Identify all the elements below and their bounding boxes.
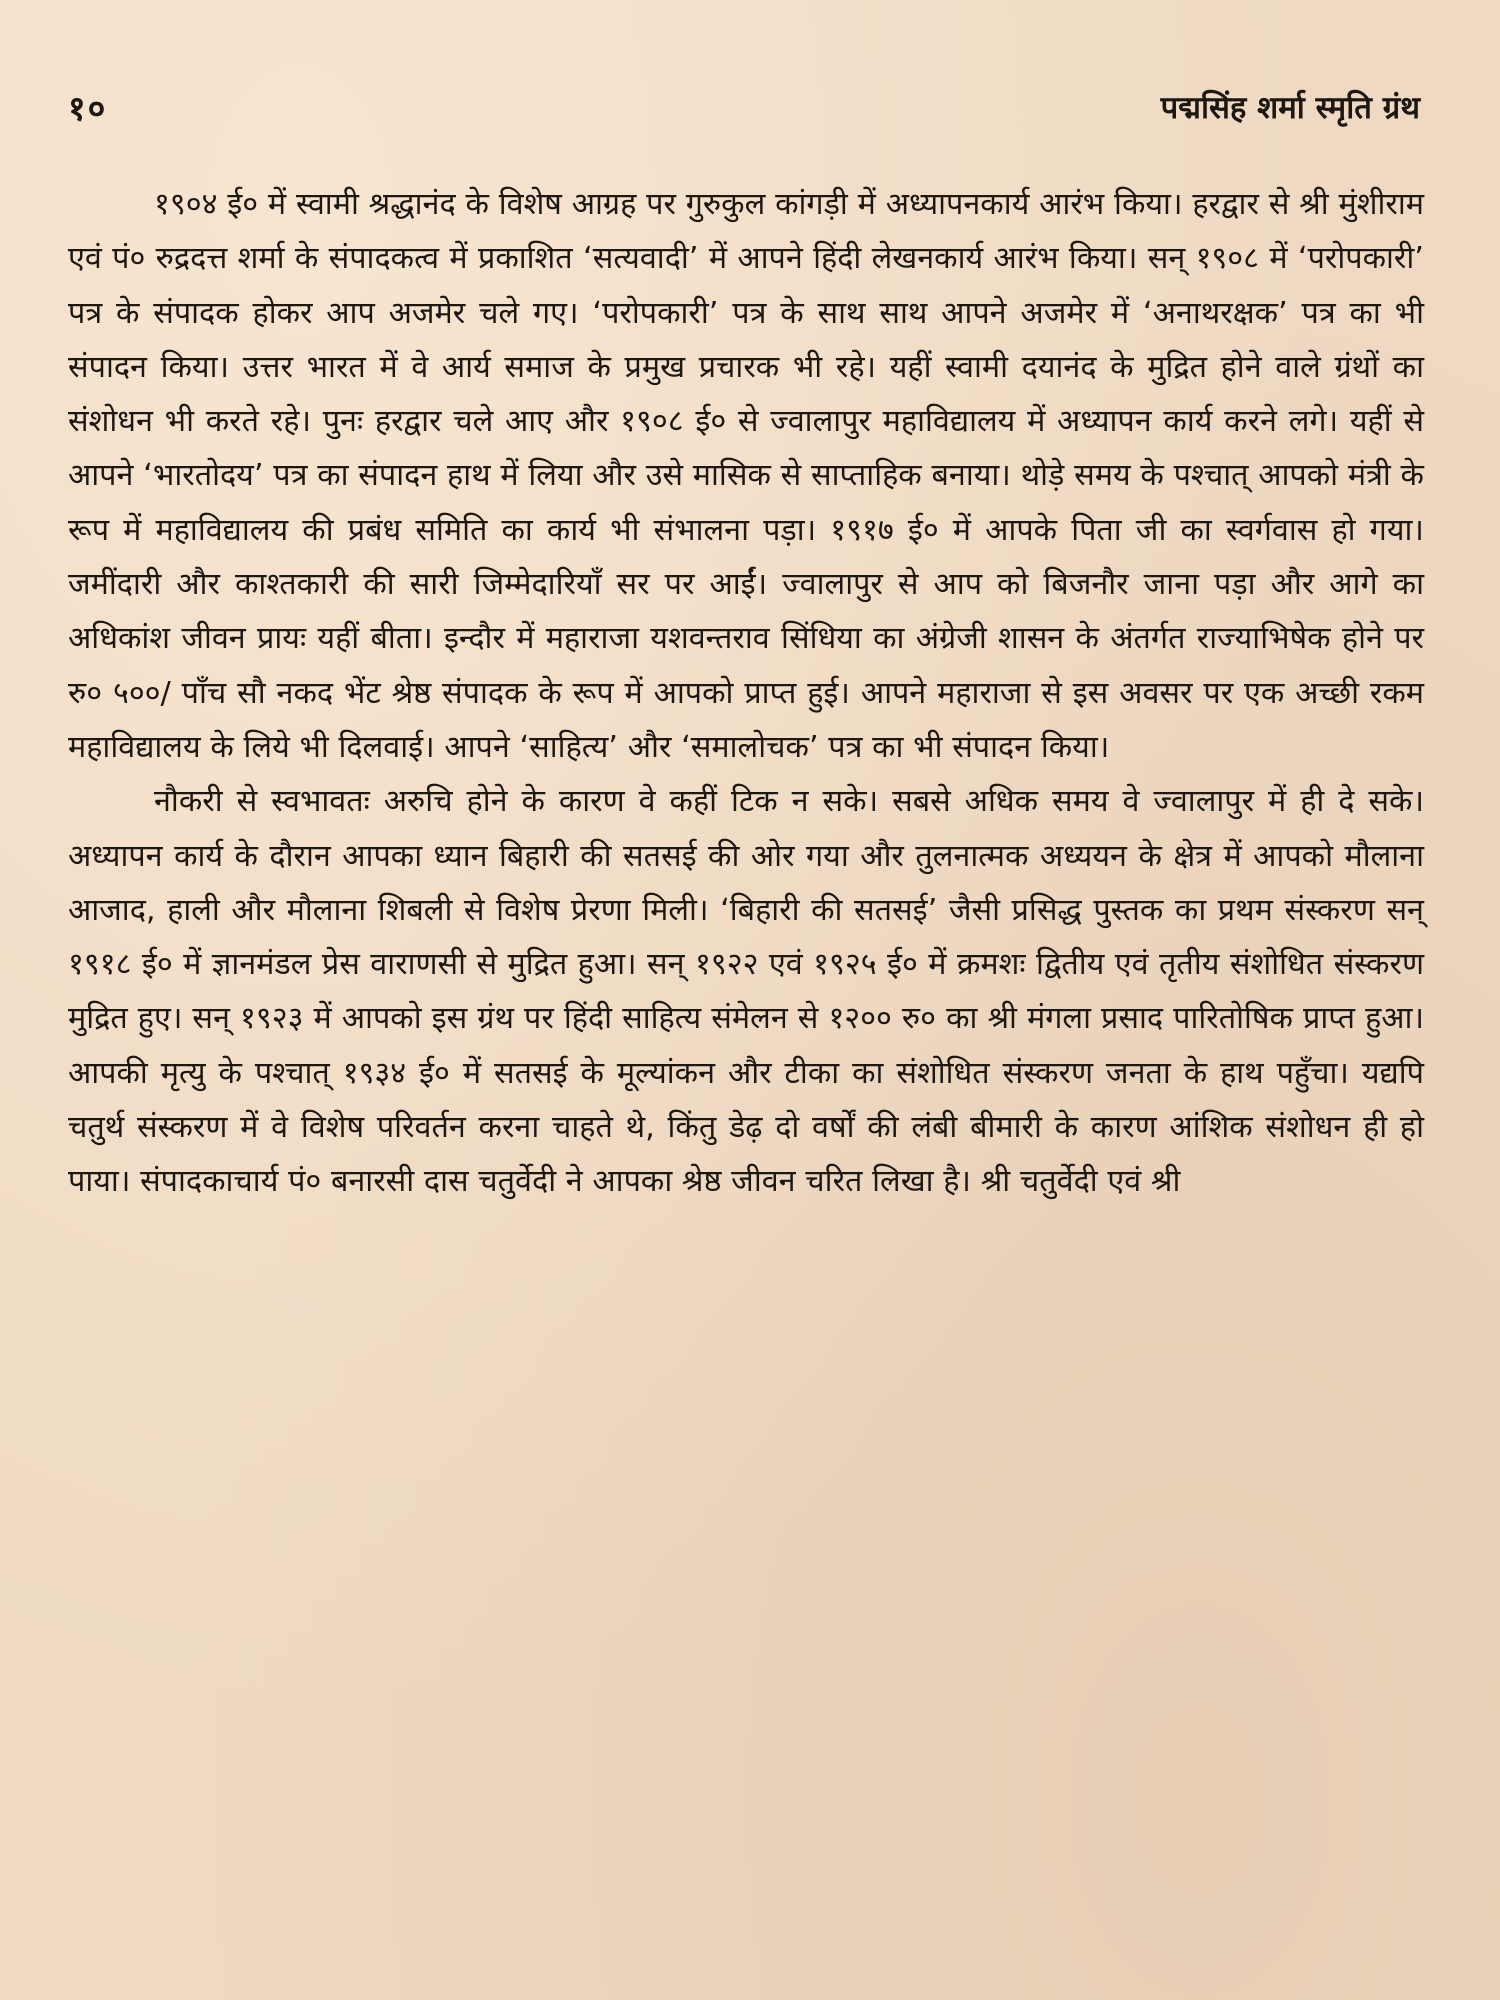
paragraph-2: नौकरी से स्वभावतः अरुचि होने के कारण वे कहीं टिक न सके। सबसे अधिक समय वे ज्वालापुर में ही दे सके। अध्यापन कार्य के दौरान आपका ध्यान बिहारी की सतसई की ओर गया और तुलनात्मक अध्ययन के क्षेत्र में आपको मौलाना आजाद, हाली और मौलाना शिबली से विशेष प्रेरणा मिली। ‘बिहारी की सतसई’ जैसी प्रसिद्ध पुस्तक का प्रथम संस्करण सन् १९१८ ई० में ज्ञानमंडल प्रेस वाराणसी से मुद्रित हुआ। सन् १९२२ एवं १९२५ ई० में क्रमशः द्वितीय एवं तृतीय संशोधित संस्करण मुद्रित हुए। सन् १९२३ में आपको इस ग्रंथ पर हिंदी साहित्य संमेलन से १२०० रु० का श्री मंगला प्रसाद पारितोषिक प्राप्त हुआ। आपकी मृत्यु के पश्चात् १९३४ ई० में सतसई के मूल्यांकन और टीका का संशोधित संस्करण जनता के हाथ पहुँचा। यद्यपि चतुर्थ संस्करण में वे विशेष परिवर्तन करना चाहते थे, किंतु डेढ़ दो वर्षों की लंबी बीमारी के कारण आंशिक संशोधन ही हो पाया। संपादकाचार्य पं० बनारसी दास चतुर्वेदी ने आपका श्रेष्ठ जीवन चरित लिखा है। श्री चतुर्वेदी एवं श्री [68, 784, 1424, 1200]
body-text [68, 178, 1424, 1210]
page-number: १० [68, 89, 108, 129]
page-header [68, 82, 1420, 132]
paragraph-1: १९०४ ई० में स्वामी श्रद्धानंद के विशेष आग्रह पर गुरुकुल कांगड़ी में अध्यापनकार्य आरंभ किया। हरद्वार से श्री मुंशीराम एवं पं० रुद्रदत्त शर्मा के संपादकत्व में प्रकाशित ‘सत्यवादी’ में आपने हिंदी लेखनकार्य आरंभ किया। सन् १९०८ में ‘परोपकारी’ पत्र के संपादक होकर आप अजमेर चले गए। ‘परोपकारी’ पत्र के साथ साथ आपने अजमेर में ‘अनाथरक्षक’ पत्र का भी संपादन किया। उत्तर भारत में वे आर्य समाज के प्रमुख प्रचारक भी रहे। यहीं स्वामी दयानंद के मुद्रित होने वाले ग्रंथों का संशोधन भी करते रहे। पुनः हरद्वार चले आए और १९०८ ई० से ज्वालापुर महाविद्यालय में अध्यापन कार्य करने लगे। यहीं से आपने ‘भारतोदय’ पत्र का संपादन हाथ में लिया और उसे मासिक से साप्ताहिक बनाया। थोड़े समय के पश्चात् आपको मंत्री के रूप में महाविद्यालय की प्रबंध समिति का कार्य भी संभालना पड़ा। १९१७ ई० में आपके पिता जी का स्वर्गवास हो गया। जमींदारी और काश्तकारी की सारी जिम्मेदारियाँ सर पर आईं। ज्वालापुर से आप को बिजनौर जाना पड़ा और आगे का अधिकांश जीवन प्रायः यहीं बीता। इन्दौर में महाराजा यशवन्तराव सिंधिया का अंग्रेजी शासन के अंतर्गत राज्याभिषेक होने पर रु० ५००/ पाँच सौ नकद भेंट श्रेष्ठ संपादक के रूप में आपको प्राप्त हुई। आपने महाराजा से इस अवसर पर एक अच्छी रकम महाविद्यालय के लिये भी दिलवाई। आपने ‘साहित्य’ और ‘समालोचक’ पत्र का भी संपादन किया। [68, 187, 1424, 765]
running-title: पद्मसिंह शर्मा स्मृति ग्रंथ [1160, 90, 1420, 126]
